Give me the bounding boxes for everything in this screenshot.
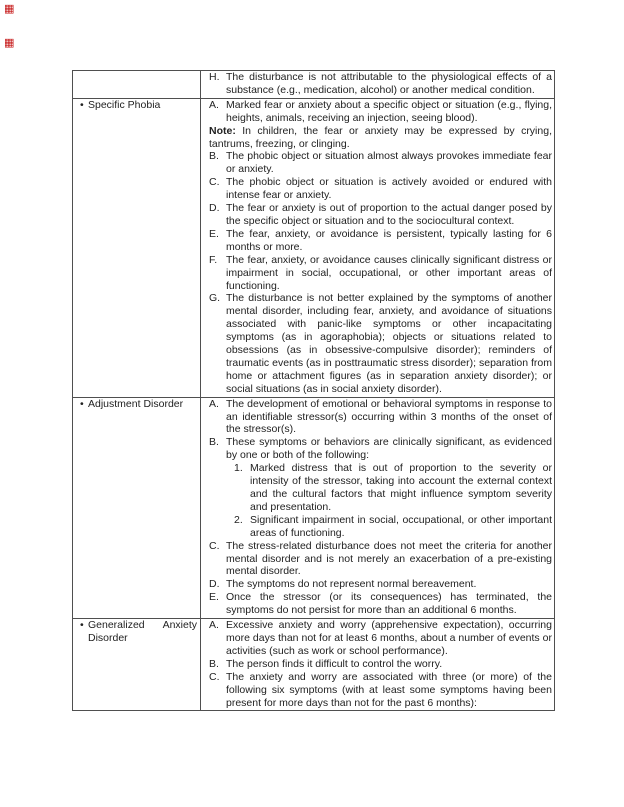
criterion-text: The disturbance is not better explained by the symptoms of another mental disorder, including fear, anxiety, and avoidance of situations associated with panic-like symptoms or other incapacitating symptoms (as in agoraphobia); objects or situations related to obsessions (as in obsessive-compulsive disorder); reminders of traumatic events (as in posttraumatic stress disorder); separation from home or attachment figures (as in separation anxiety disorder); or social situations (as in social anxiety disorder). [226,292,552,395]
criterion-item [209,671,552,710]
criterion-body [226,99,552,125]
criterion-label: A. [209,98,219,111]
criterion-label: F. [209,253,218,266]
bullet-icon: • [80,98,84,111]
sub-criterion-text: Significant impairment in social, occupational, or other important areas of functioning. [250,513,552,539]
table-row [73,98,555,397]
disorder-name: Generalized Anxiety Disorder [88,619,197,644]
criterion-text: Marked fear or anxiety about a specific object or situation (e.g., flying, heights, animals, receiving an injection, seeing blood). [226,98,552,124]
sub-criterion-text: Marked distress that is out of proportion to the severity or intensity of the stressor, taking into account the external context and the cultural factors that might influence symptom severity and presentation. [250,462,552,513]
criterion-body [226,228,552,254]
criterion-item [209,658,552,671]
disorder-cell [73,397,201,618]
criterion-text: The phobic object or situation is actively avoided or endured with intense fear or anxiety. [226,176,552,202]
criterion-item [209,578,552,591]
table-row [73,619,555,711]
criterion-body [226,254,552,293]
criterion-body [226,292,552,395]
criterion-label: A. [209,397,219,410]
disorder-cell [73,619,201,711]
diagnostic-criteria-table [72,70,555,711]
table-row [73,397,555,618]
disorder-name-wrap [80,398,197,411]
criterion-text: Excessive anxiety and worry (apprehensive expectation), occurring more days than not for at least 6 months, about a number of events or activities (such as work or school performance). [226,619,552,657]
criterion-item [209,292,552,395]
criterion-label: B. [209,436,219,449]
criterion-label: C. [209,176,220,189]
disorder-name-wrap [80,99,197,112]
disorder-cell [73,71,201,99]
criterion-body [226,398,552,437]
criterion-label: B. [209,657,219,670]
table-row [73,71,555,99]
criterion-item [209,619,552,658]
criterion-item [209,436,552,539]
sub-criterion-item [234,514,552,540]
red-stamp-icon: ▦ [4,36,15,49]
criterion-text: The stress-related disturbance does not meet the criteria for another mental disorder and is not merely an exacerbation of a pre-existing mental disorder. [226,539,552,578]
criterion-text: The fear or anxiety is out of proportion to the actual danger posed by the specific object or situation and to the sociocultural context. [226,202,552,227]
disorder-name-wrap [80,619,197,645]
criterion-item [209,228,552,254]
criterion-body [226,176,552,202]
criterion-text: The anxiety and worry are associated with three (or more) of the following six symptoms (with at least some symptoms having been present for more days than not for the past 6 months): [226,670,552,709]
criterion-item [209,540,552,579]
criteria-cell [201,98,555,397]
criterion-text: The symptoms do not represent normal bereavement. [226,578,477,591]
criterion-label: G. [209,292,221,305]
criteria-cell [201,619,555,711]
criterion-text: The fear, anxiety, or avoidance is persistent, typically lasting for 6 months or more. [226,227,552,253]
disorder-cell [73,98,201,397]
criteria-cell [201,397,555,618]
sub-criterion-label: 2. [234,513,243,526]
criterion-body [226,436,552,539]
criterion-item [209,202,552,228]
criterion-label: D. [209,578,220,591]
red-stamp-icon: ▦ [4,2,15,15]
criterion-text: The fear, anxiety, or avoidance causes clinically significant distress or impairment in social, occupational, or other important areas of functioning. [226,253,552,292]
criterion-body [226,591,552,617]
criterion-item [209,176,552,202]
criterion-text: The person finds it difficult to control the worry. [226,657,443,670]
criterion-label: E. [209,591,219,604]
criteria-table-body [73,71,555,711]
criterion-item [209,99,552,125]
disorder-name: Adjustment Disorder [88,397,184,410]
criterion-text: Once the stressor (or its consequences) has terminated, the symptoms do not persist for more than an additional 6 months. [226,591,552,617]
criterion-label: B. [209,150,219,163]
bullet-icon: • [80,397,84,410]
criterion-item [209,591,552,617]
criterion-item [209,254,552,293]
criterion-body [226,71,552,97]
criterion-label: H. [209,71,220,83]
criterion-body [226,202,552,228]
criterion-label: E. [209,227,219,240]
criterion-item [209,398,552,437]
note-label: Note: [209,124,236,137]
criterion-text: These symptoms or behaviors are clinically significant, as evidenced by one or both of the following: [226,436,552,462]
criterion-body [226,619,552,658]
criterion-body [226,658,552,671]
criterion-label: A. [209,619,219,632]
criterion-label: C. [209,539,220,552]
criterion-body [226,150,552,176]
sub-criterion-label: 1. [234,462,243,475]
criterion-body [226,540,552,579]
note-paragraph: Note: In children, the fear or anxiety may be expressed by crying, tantrums, freezing, or clinging. [209,124,552,150]
criterion-body [226,671,552,710]
criterion-label: D. [209,202,220,215]
sub-criterion-item [234,462,552,514]
criteria-cell [201,71,555,99]
criterion-label: C. [209,670,220,683]
criterion-item [209,150,552,176]
criterion-text: The disturbance is not attributable to the physiological effects of a substance (e.g., medication, alcohol) or another medical condition. [226,71,552,96]
criterion-text: The phobic object or situation almost always provokes immediate fear or anxiety. [226,150,552,176]
bullet-icon: • [80,619,84,632]
criterion-text: The development of emotional or behavioral symptoms in response to an identifiable stressor(s) occurring within 3 months of the onset of the stressor(s). [226,397,552,436]
disorder-name: Specific Phobia [88,98,161,111]
criterion-item [209,71,552,97]
criterion-body [226,578,552,591]
